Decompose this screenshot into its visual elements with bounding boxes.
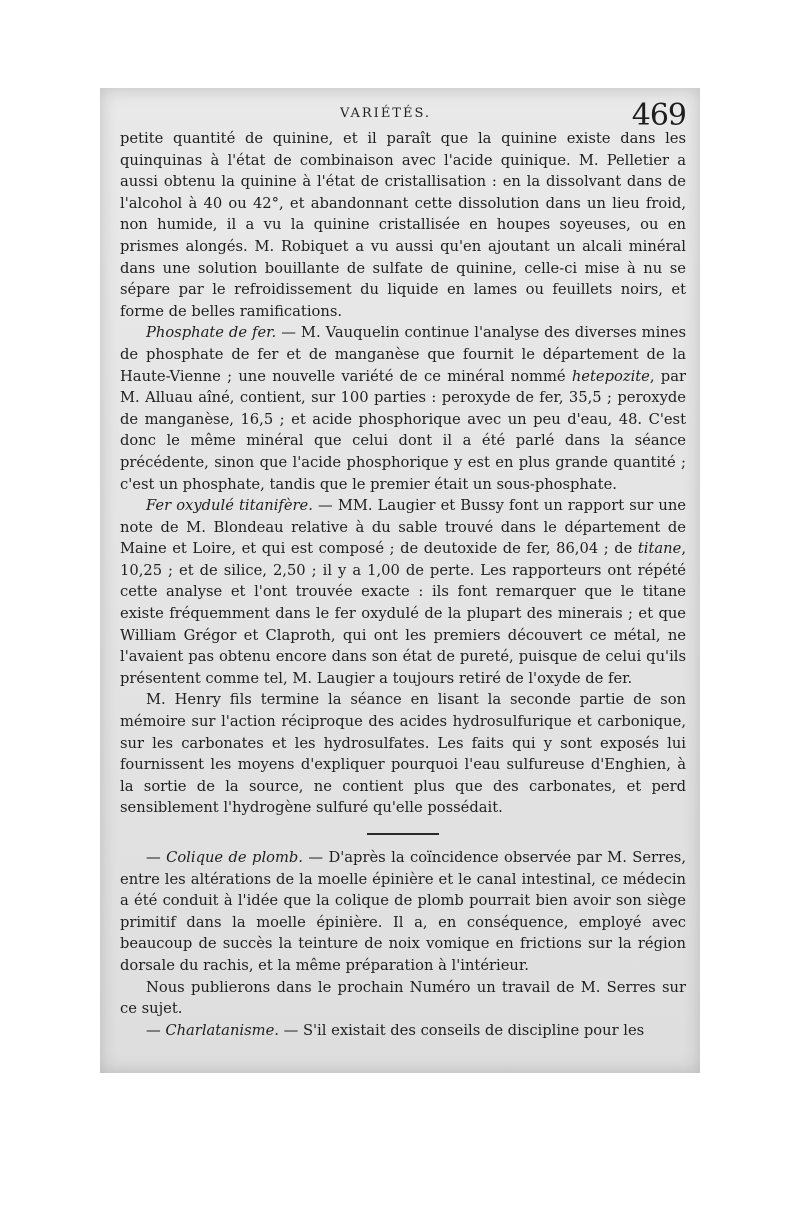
- paragraph-serres-note: [120, 977, 686, 1020]
- section-heading: Phosphate de fer.: [146, 324, 277, 342]
- section-heading: Fer oxydulé titanifère.: [146, 497, 313, 515]
- paragraph-text: M. Henry fils termine la séance en lisant la seconde partie de son mémoire sur l'action réciproque des acides hydrosulfurique et carbonique, sur les carbonates et les hydrosulfates. Les faits qui y sont exposés lui fournissent les moyens d'expliquer pourquoi l'eau sulfureuse d'Enghien, à la sortie de la source, ne contient plus que des carbonates, et perd sensiblement l'hydrogène sulfuré qu'elle possédait.: [120, 691, 686, 817]
- mineral-name: hetepozite: [571, 367, 650, 385]
- body-text: [120, 128, 686, 1041]
- paragraph-text: , par M. Alluau aîné, contient, sur 100 parties : peroxyde de fer, 35,5 ; peroxyde de manganèse, 16,5 ; et acide phosphorique avec un peu d'eau, 48. C'est donc le même minéral que celui dont il a été parlé dans la séance précédente, sinon que l'acide phosphorique y est en plus grande quantité ; c'est un phosphate, tandis que le premier était un sous-phosphate.: [120, 367, 686, 493]
- paragraph-charlatanisme: [120, 1020, 686, 1042]
- paragraph-text: — MM. Laugier et Bussy font un rapport sur une note de M. Blondeau relative à du sable trouvé dans le département de Maine et Loire, et qui est composé ; de deutoxide de fer, 86,04 ; de: [120, 497, 686, 558]
- paragraph-text: — S'il existait des conseils de discipline pour les: [278, 1021, 645, 1039]
- section-divider: [367, 833, 439, 835]
- element-name: titane: [637, 540, 682, 558]
- paragraph-fer-oxydule: [120, 495, 686, 689]
- section-heading: — Charlatanisme.: [146, 1021, 279, 1039]
- page-number: 469: [631, 98, 686, 133]
- paragraph-quinine: [120, 128, 686, 322]
- paragraph-colique-de-plomb: [120, 847, 686, 977]
- running-title: VARIÉTÉS.: [340, 106, 432, 121]
- paragraph-henry: [120, 689, 686, 819]
- book-page: [100, 88, 700, 1073]
- paragraph-phosphate-de-fer: [120, 322, 686, 495]
- paragraph-text: — D'après la coïncidence observée par M. Serres, entre les altérations de la moelle épinière et le canal intestinal, ce médecin a été conduit à l'idée que la colique de plomb pourrait bien avoir son siège primitif dans la moelle épinière. Il a, en conséquence, employé avec beaucoup de succès la teinture de noix vomique en frictions sur la région dorsale du rachis, et la même préparation à l'intérieur.: [120, 849, 686, 974]
- paragraph-text: , 10,25 ; et de silice, 2,50 ; il y a 1,00 de perte. Les rapporteurs ont répété cette analyse et l'ont trouvée exacte : ils font remarquer que le titane existe fréquemment dans le fer oxydulé de la plupart des minerais ; et que William Grégor et Claproth, qui ont les premiers découvert ce métal, ne l'avaient pas obtenu encore dans son état de pureté, puisque de celui qu'ils présentent comme tel, M. Laugier a toujours retiré de l'oxyde de fer.: [120, 540, 686, 687]
- section-heading: — Colique de plomb.: [146, 849, 303, 866]
- paragraph-text: Nous publierons dans le prochain Numéro un travail de M. Serres sur ce sujet.: [120, 978, 686, 1018]
- paragraph-text: — M. Vauquelin continue l'analyse des diverses mines de phosphate de fer et de manganèse que fournit le département de la Haute-Vienne ; une nouvelle variété de ce minéral nommé: [120, 324, 686, 385]
- paragraph-text: petite quantité de quinine, et il paraît que la quinine existe dans les quinquinas à l'état de combinaison avec l'acide quinique. M. Pelletier a aussi obtenu la quinine à l'état de cristallisation : en la dissolvant dans de l'alcohol à 40 ou 42°, et abandonnant cette dissolution dans un lieu froid, non humide, il a vu la quinine cristallisée en houpes soyeuses, ou en prismes alongés. M. Robiquet a vu aussi qu'en ajoutant un alcali minéral dans une solution bouillante de sulfate de quinine, celle-ci mise à nu se sépare par le refroidissement du liquide en lames ou feuillets noirs, et forme de belles ramifications.: [120, 130, 686, 320]
